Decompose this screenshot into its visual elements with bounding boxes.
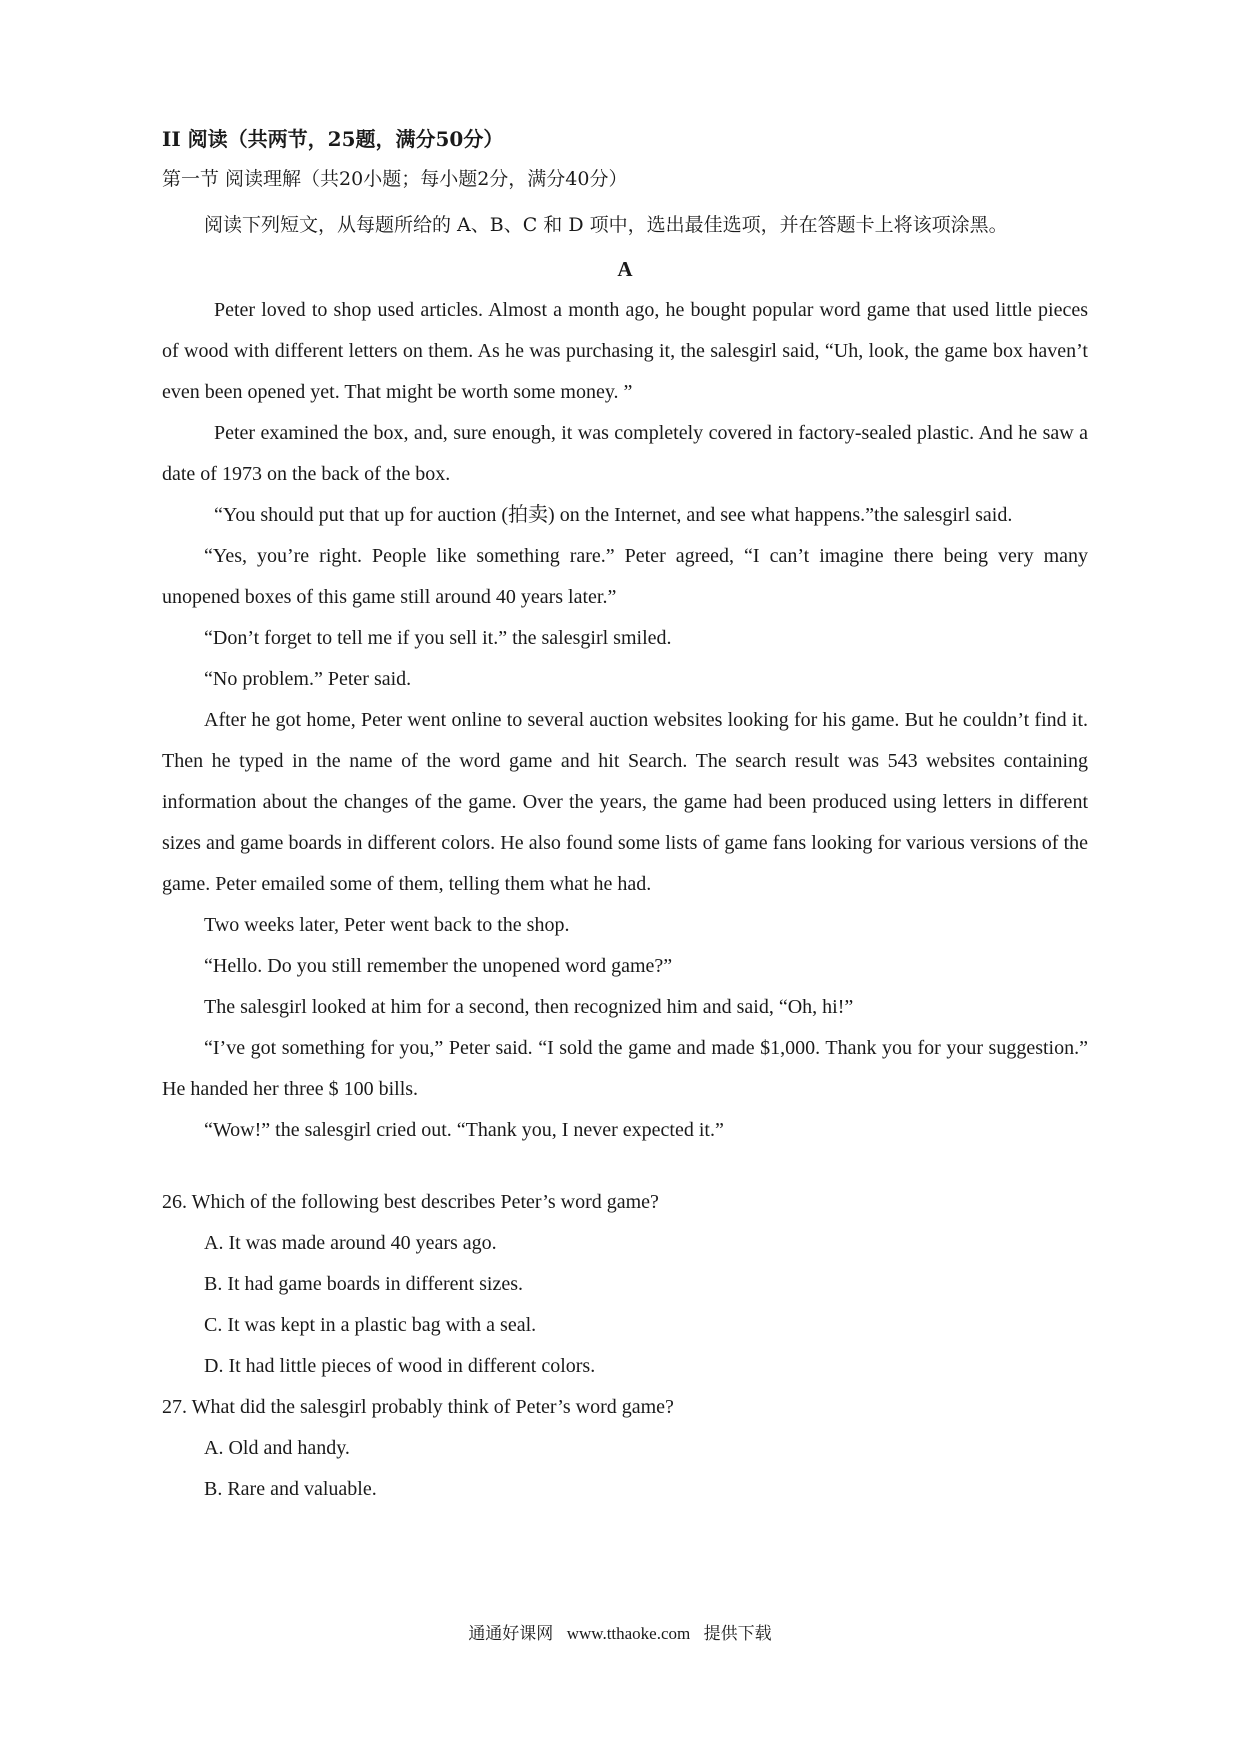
page-content	[162, 124, 1088, 1510]
question-option: B. Rare and valuable.	[204, 1478, 377, 1500]
question-option: A. It was made around 40 years ago.	[204, 1232, 497, 1254]
subsection-title: 第一节 阅读理解（共20小题；每小题2分，满分40分）	[162, 168, 628, 190]
question-stem: 27. What did the salesgirl probably think of Peter’s word game?	[162, 1396, 674, 1418]
page-footer	[0, 1622, 1240, 1646]
section-title: II 阅读（共两节，25题，满分50分）	[162, 127, 504, 151]
passage-paragraph: “You should put that up for auction (拍卖) on the Internet, and see what happens.”the salesgirl said.	[214, 504, 1013, 526]
question-option: A. Old and handy.	[204, 1437, 350, 1459]
question-block	[162, 1387, 1088, 1510]
passage-paragraph: “No problem.” Peter said.	[204, 668, 412, 690]
passage-label: A	[617, 257, 633, 281]
passage-paragraph: “Yes, you’re right. People like something rare.” Peter agreed, “I can’t imagine there being very many unopened boxes of this game still around 40 years later.”	[162, 545, 1088, 608]
spacer	[162, 1151, 1088, 1182]
footer-download-text: 提供下载	[703, 1624, 772, 1644]
passage-paragraph: “Hello. Do you still remember the unopened word game?”	[204, 955, 673, 977]
footer-site-name: 通通好课网	[468, 1624, 554, 1644]
question-option: C. It was kept in a plastic bag with a seal.	[204, 1314, 537, 1336]
passage-paragraph: Peter examined the box, and, sure enough, it was completely covered in factory-sealed plastic. And he saw a date of 1973 on the back of the box.	[162, 422, 1088, 485]
passage-paragraph: “Wow!” the salesgirl cried out. “Thank you, I never expected it.”	[204, 1119, 724, 1141]
footer-url: www.tthaoke.com	[566, 1624, 691, 1643]
question-option: D. It had little pieces of wood in different colors.	[204, 1355, 596, 1377]
passage-paragraph: After he got home, Peter went online to several auction websites looking for his game. But he couldn’t find it. Then he typed in the name of the word game and hit Search. The search result was 543 websites containing information about the changes of the game. Over the years, the game had been produced using letters in different sizes and game boards in different colors. He also found some lists of game fans looking for various versions of the game. Peter emailed some of them, telling them what he had.	[162, 709, 1088, 895]
question-block	[162, 1182, 1088, 1387]
passage-paragraph: “I’ve got something for you,” Peter said. “I sold the game and made $1,000. Thank you for your suggestion.” He handed her three $ 100 bills.	[162, 1037, 1088, 1100]
passage-paragraph: Two weeks later, Peter went back to the shop.	[204, 914, 570, 936]
passage-paragraph: The salesgirl looked at him for a second, then recognized him and said, “Oh, hi!”	[204, 996, 854, 1018]
question-option: B. It had game boards in different sizes.	[204, 1273, 523, 1295]
question-stem: 26. Which of the following best describes Peter’s word game?	[162, 1191, 659, 1213]
instructions: 阅读下列短文，从每题所给的 A、B、C 和 D 项中，选出最佳选项，并在答题卡上将该项涂黑。	[204, 214, 1008, 236]
passage-body	[162, 290, 1088, 1151]
passage-paragraph: “Don’t forget to tell me if you sell it.” the salesgirl smiled.	[204, 627, 672, 649]
passage-paragraph: Peter loved to shop used articles. Almost a month ago, he bought popular word game that used little pieces of wood with different letters on them. As he was purchasing it, the salesgirl said, “Uh, look, the game box haven’t even been opened yet. That might be worth some money. ”	[162, 299, 1088, 403]
